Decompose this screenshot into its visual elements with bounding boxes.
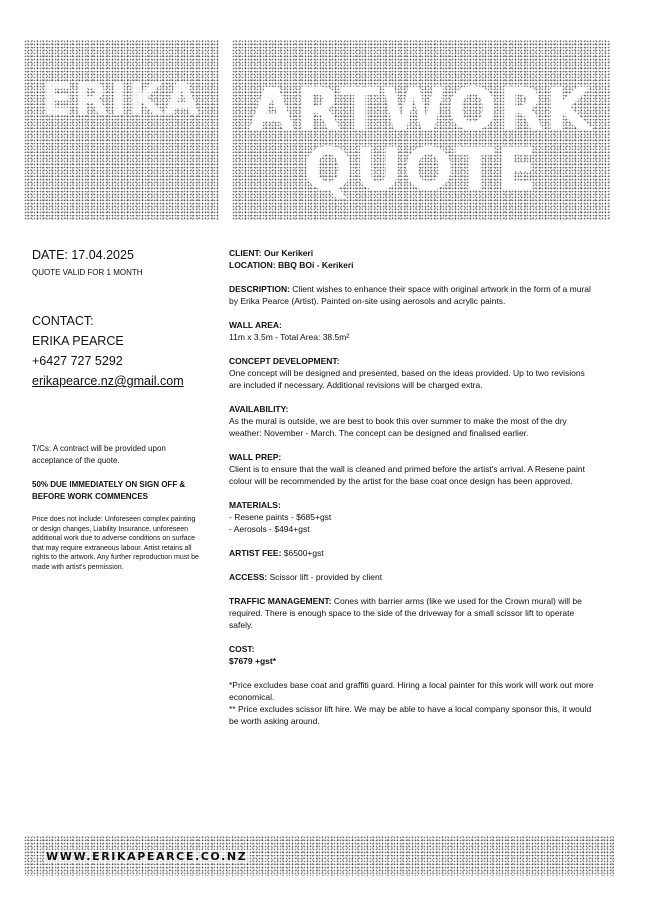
traffic-label: TRAFFIC MANAGEMENT: — [229, 596, 332, 606]
header-logo-text: ERIKA — [42, 74, 201, 125]
wall-prep-value: Client is to ensure that the wall is cleaned and primed before the artist's arrival. A Resene paint colour will be recommended by the artist for the base coat once design has been approved. — [229, 464, 585, 486]
header-banner-title — [232, 40, 610, 220]
description-value: Client wishes to enhance their space with original artwork in the form of a mural by Erika Pearce (Artist). Painted on-site using aerosols and acrylic paints. — [229, 284, 591, 306]
location-value: BBQ BOi - Kerikeri — [277, 260, 354, 270]
location-line — [229, 259, 599, 271]
cost-label: COST: — [229, 644, 255, 654]
materials-item: - Aerosols - $494+gst — [229, 524, 310, 534]
quote-date: DATE: 17.04.2025 — [32, 248, 134, 262]
wall-area-label: WALL AREA: — [229, 320, 282, 330]
description-label: DESCRIPTION: — [229, 284, 290, 294]
exclusions-text: Price does not include: Unforeseen complex painting or design changes, Liability Insurance, unforeseen additional work due to adverse conditions on surface that may require extraneous labour. Artist retains all rights to the artwork. Any further reproduction must be made with artist's permission. — [32, 516, 199, 571]
contact-phone: +6427 727 5292 — [32, 354, 123, 368]
traffic-value: Cones with barrier arms (like we used for the Crown mural) will be required. There is enough space to the side of the driveway for a small scissor lift to operate safely. — [229, 596, 582, 630]
quote-validity: QUOTE VALID FOR 1 MONTH — [32, 268, 143, 277]
contact-email-link[interactable]: erikapearce.nz@gmail.com — [32, 374, 184, 388]
materials-label: MATERIALS: — [229, 500, 281, 510]
client-line — [229, 247, 599, 259]
concept-value: One concept will be designed and presented, based on the ideas provided. Up to two revisions are included if necessary. Additional revisions will be charged extra. — [229, 368, 585, 390]
header-title-line2: QUOTE — [303, 135, 539, 203]
terms-text: T/Cs: A contract will be provided upon acceptance of the quote. — [32, 444, 166, 465]
concept-label: CONCEPT DEVELOPMENT: — [229, 356, 340, 366]
access-label: ACCESS: — [229, 572, 268, 582]
wall-area-value: 11m x 3.5m - Total Area: 38.5m² — [229, 332, 350, 342]
price-note-2: ** Price excludes scissor lift hire. We may be able to have a local company sponsor this, it would be worth asking around. — [229, 704, 592, 726]
wall-prep-label: WALL PREP: — [229, 452, 282, 462]
traffic-section — [229, 595, 599, 631]
contact-name: ERIKA PEARCE — [32, 334, 124, 348]
left-column — [32, 248, 200, 572]
access-value: Scissor lift - provided by client — [269, 572, 383, 582]
header-title-line1: ARTWORK — [249, 75, 593, 143]
materials-item: - Resene paints - $685+gst — [229, 512, 332, 522]
artist-fee-label: ARTIST FEE: — [229, 548, 282, 558]
footer-website-link[interactable]: WWW.ERIKAPEARCE.CO.NZ — [46, 850, 248, 863]
availability-value: As the mural is outside, we are best to book this over summer to make the most of the dry weather: November - March. The concept can be designed and finalised earlier. — [229, 416, 567, 438]
access-line — [229, 571, 599, 583]
artist-fee-value: $6500+gst — [283, 548, 324, 558]
artist-fee-line — [229, 547, 599, 559]
client-label: CLIENT: — [229, 248, 262, 258]
quote-details — [229, 247, 599, 727]
client-value: Our Kerikeri — [263, 248, 314, 258]
cost-value: $7679 +gst* — [229, 656, 277, 666]
price-note-1: *Price excludes base coat and graffiti guard. Hiring a local painter for this work will work out more economical. — [229, 680, 594, 702]
description-section — [229, 283, 599, 307]
header-banner-left — [24, 40, 219, 220]
availability-label: AVAILABILITY: — [229, 404, 289, 414]
deposit-notice: 50% DUE IMMEDIATELY ON SIGN OFF & BEFORE WORK COMMENCES — [32, 480, 186, 501]
location-label: LOCATION: — [229, 260, 276, 270]
contact-title: CONTACT: — [32, 314, 94, 328]
